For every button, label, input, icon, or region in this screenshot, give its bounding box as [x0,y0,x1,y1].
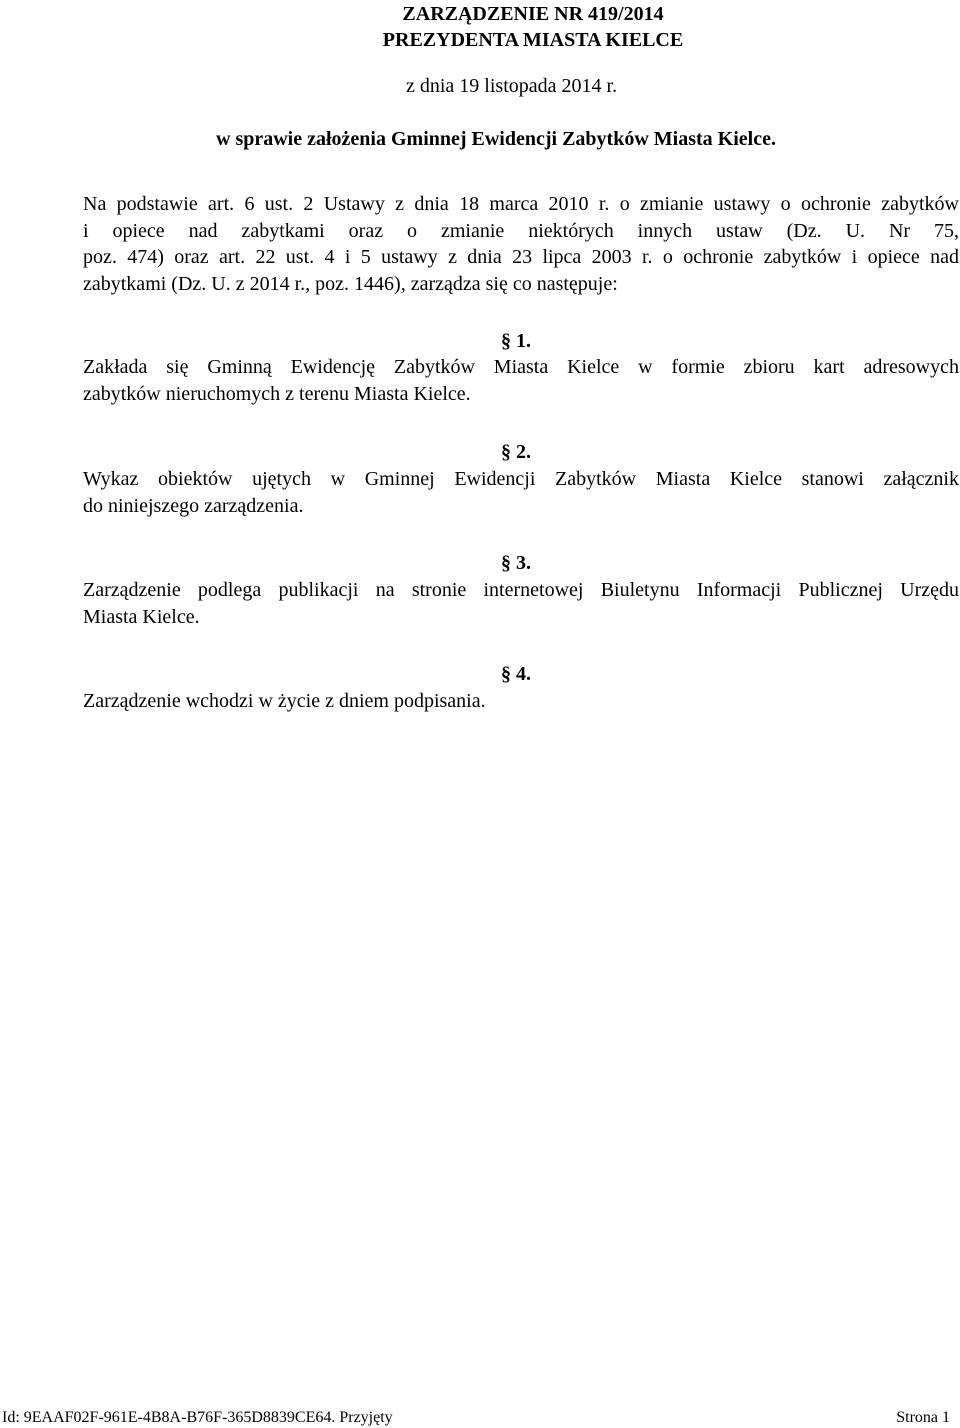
document-date: z dnia 19 listopada 2014 r. [406,75,618,97]
preamble-line: Na podstawie art. 6 ust. 2 Ustawy z dnia 18 marca 2010 r. o zmianie ustawy o ochronie zabytków [83,193,959,215]
preamble-paragraph [83,191,959,297]
page-number: Strona 1 [896,1409,950,1426]
title-line-2: PREZYDENTA MIASTA KIELCE [382,29,684,51]
section-1-paragraph [83,354,959,407]
section-line: Miasta Kielce. [83,605,200,628]
preamble-line: poz. 474) oraz art. 22 ust. 4 i 5 ustawy z dnia 23 lipca 2003 r. o ochronie zabytków i opiece nad [83,246,959,268]
section-line: Zarządzenie podlega publikacji na stronie internetowej Biuletynu Informacji Publicznej Urzędu [83,579,959,601]
section-2-paragraph [83,466,959,519]
preamble-line: zabytkami (Dz. U. z 2014 r., poz. 1446), zarządza się co następuje: [83,272,618,295]
preamble-line: i opiece nad zabytkami oraz o zmianie niektórych innych ustaw (Dz. U. Nr 75, [83,219,959,242]
section-line: Zarządzenie wchodzi w życie z dniem podpisania. [83,690,486,712]
section-line: Wykaz obiektów ujętych w Gminnej Ewidencji Zabytków Miasta Kielce stanowi załącznik [83,468,959,490]
title-line-1: ZARZĄDZENIE NR 419/2014 [402,3,664,25]
section-mark-2: § 2. [501,441,531,463]
section-mark-1: § 1. [501,330,531,352]
section-line: Zakłada się Gminną Ewidencję Zabytków Miasta Kielce w formie zbioru kart adresowych [83,356,959,378]
section-line: do niniejszego zarządzenia. [83,494,304,517]
document-subject: w sprawie założenia Gminnej Ewidencji Zabytków Miasta Kielce. [216,128,776,150]
document-title [0,1,960,53]
section-4-paragraph [83,688,959,715]
section-line: zabytków nieruchomych z terenu Miasta Kielce. [83,382,471,405]
document-id: Id: 9EAAF02F-961E-4B8A-B76F-365D8839CE64. Przyjęty [2,1409,393,1426]
section-mark-4: § 4. [501,663,531,685]
section-3-paragraph [83,577,959,630]
section-mark-3: § 3. [501,552,531,574]
